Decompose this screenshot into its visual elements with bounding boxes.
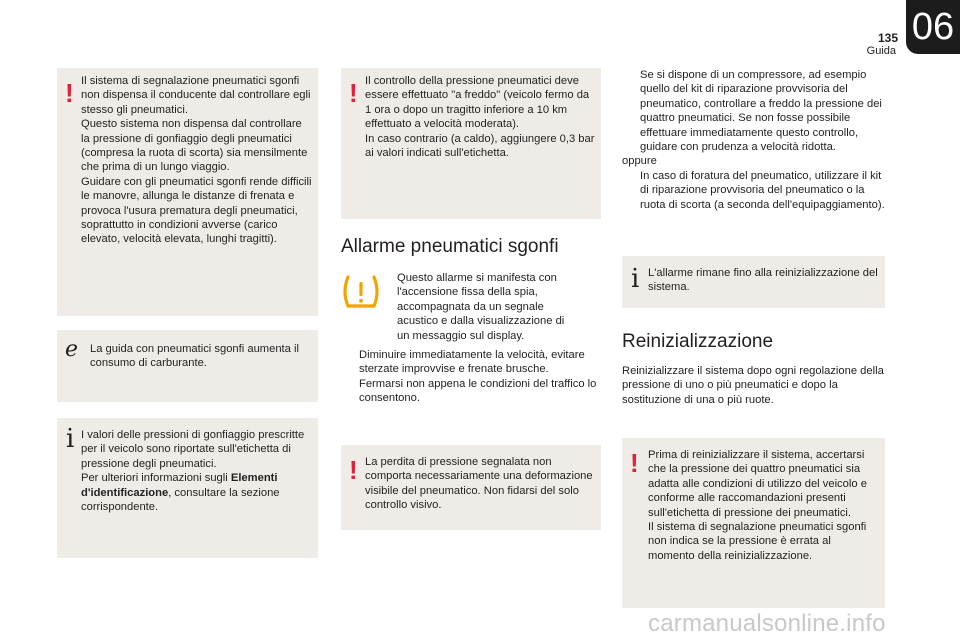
- compressor-instructions: [622, 68, 886, 212]
- info-text-post: , consultare la sezione corrispondente.: [81, 486, 280, 514]
- reset-text: Reinizializzare il sistema dopo ogni regolazione della pressione di uno o più pneumatici e dopo la sostituzione di una o più ruote.: [622, 365, 884, 406]
- tyre-pressure-warning-icon: [340, 272, 382, 312]
- warning-exclamation-icon: !: [630, 448, 639, 478]
- eco-box: [57, 330, 318, 402]
- warning-text-line: In caso contrario (a caldo), aggiungere 0,3 bar ai valori indicati sull'etichetta.: [365, 132, 595, 160]
- bullet-item: [622, 68, 886, 154]
- reset-paragraph: [622, 364, 884, 407]
- info-text-line: [81, 471, 313, 514]
- bullet-item: [341, 377, 603, 406]
- bullet-marker-icon: [341, 348, 359, 377]
- warning-exclamation-icon: !: [349, 78, 358, 108]
- bullet-text: Diminuire immediatamente la velocità, evitare sterzate improvvise e frenate brusche.: [359, 349, 585, 376]
- section-heading-reinizializzazione: Reinizializzazione: [622, 331, 774, 352]
- bullet-item: [341, 348, 603, 377]
- info-icon: i: [631, 264, 640, 294]
- bullet-text: Se si dispone di un compressore, ad esempio quello del kit di riparazione provvisoria del pneumatico, controllare a freddo la pressione dei quattro pneumatici. Se non fosse possibile effettuare immediatamente questo controllo, guidare con prudenza a velocità ridotta.: [640, 69, 882, 154]
- info-text-line: I valori delle pressioni di gonfiaggio prescritte per il veicolo sono riportate sull'etichetta di pressione degli pneumatici.: [81, 429, 305, 470]
- bullet-marker-icon: [622, 68, 640, 154]
- chapter-tab: 06: [906, 0, 960, 54]
- warning-text-line: Il sistema di segnalazione pneumatici sgonfi non indica se la pressione è errata al momento della reinizializzazione.: [648, 521, 867, 562]
- eco-leaf-icon: ℯ: [65, 336, 79, 361]
- info-icon: i: [66, 424, 75, 454]
- watermark: carmanualsonline.info: [648, 610, 886, 637]
- warning-text-line: Questo sistema non dispensa dal controllare la pressione di gonfiaggio degli pneumatici (compresa la ruota di scorta) sia mensilmente che prima di un lungo viaggio.: [81, 118, 308, 174]
- alarm-description: [397, 271, 577, 343]
- info-text-pre: Per ulteriori informazioni sugli: [81, 472, 231, 485]
- warning-exclamation-icon: !: [349, 455, 358, 485]
- warning-box-visual-check: [341, 445, 601, 530]
- page-number: 135: [877, 31, 898, 45]
- alarm-bullets: [341, 348, 603, 406]
- bullet-marker-icon: [341, 377, 359, 406]
- oppure-text: oppure: [622, 155, 657, 168]
- section-heading-allarme: Allarme pneumatici sgonfi: [341, 236, 559, 257]
- info-text: L'allarme rimane fino alla reinizializzazione del sistema.: [648, 267, 878, 294]
- section-name: Guida: [866, 45, 896, 57]
- bullet-text: Fermarsi non appena le condizioni del traffico lo consentono.: [359, 377, 597, 405]
- warning-text-line: Il sistema di segnalazione pneumatici sgonfi non dispensa il conducente dal controllare egli stesso gli pneumatici.: [81, 75, 311, 116]
- warning-exclamation-icon: !: [65, 78, 74, 108]
- warning-box-tyre-system: [57, 68, 318, 316]
- warning-box-reset: [622, 438, 885, 608]
- warning-text-line: Guidare con gli pneumatici sgonfi rende difficili le manovre, allunga le distanze di frenata e provoca l'usura prematura degli pneumatici, soprattutto in condizioni avverse (carico elevato, velocità elevata, lunghi tragitti).: [81, 175, 312, 246]
- bullet-item: [622, 169, 886, 212]
- info-box-pressures: [57, 418, 318, 558]
- info-link-bold: Elementi d'identificazione: [81, 472, 278, 499]
- bullet-marker-icon: [622, 169, 640, 212]
- warning-text-line: Il controllo della pressione pneumatici deve essere effettuato "a freddo" (veicolo fermo da 1 ora o dopo un tragitto inferiore a 10 km effettuato a velocità moderata).: [365, 75, 590, 131]
- warning-box-cold-check: [341, 68, 601, 219]
- alarm-text: Questo allarme si manifesta con l'accensione fissa della spia, accompagnata da un segnale acustico e dalla visualizzazione di un messaggio sul display.: [397, 272, 565, 342]
- warning-text: La perdita di pressione segnalata non comporta necessariamente una deformazione visibile del pneumatico. Non fidarsi del solo controllo visivo.: [365, 456, 593, 512]
- warning-text-line: Prima di reinizializzare il sistema, accertarsi che la pressione dei quattro pneumatici sia adatta alle condizioni di utilizzo del veicolo e conforme alle raccomandazioni presenti sull'etichetta di pressione dei pneumatici.: [648, 449, 867, 519]
- bullet-text: In caso di foratura del pneumatico, utilizzare il kit di riparazione provvisoria del pneumatico o la ruota di scorta (a seconda dell'equipaggiamento).: [640, 169, 885, 211]
- info-box-alarm-persist: [622, 256, 885, 308]
- eco-text: La guida con pneumatici sgonfi aumenta il consumo di carburante.: [90, 343, 299, 370]
